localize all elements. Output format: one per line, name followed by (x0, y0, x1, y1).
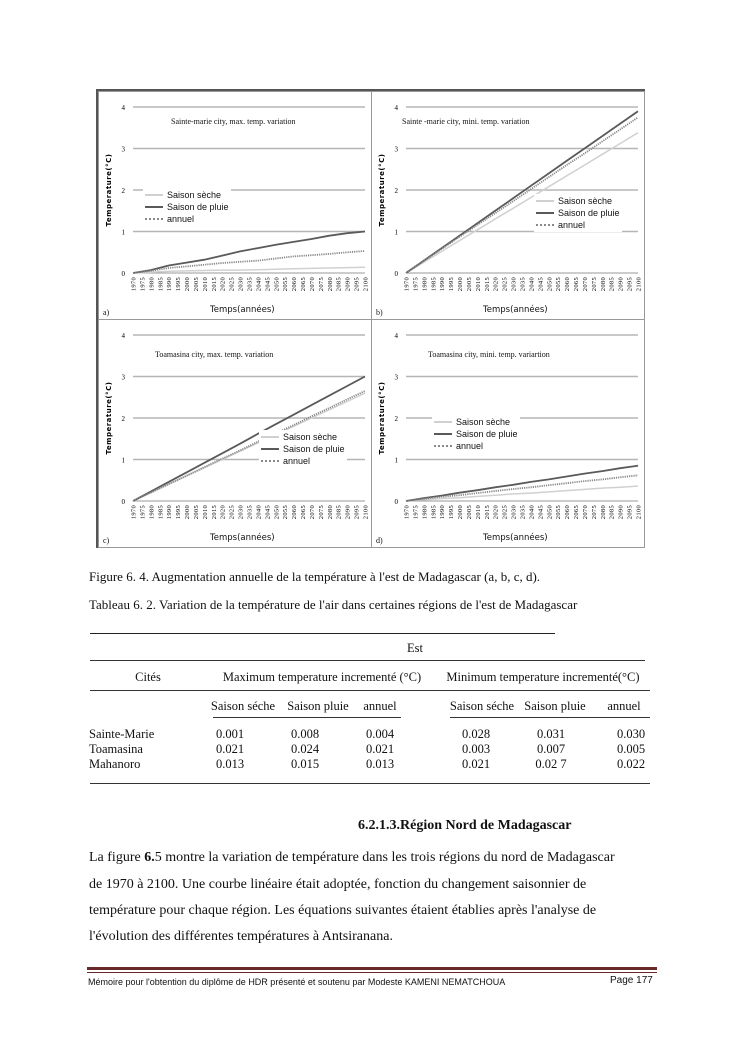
x-axis-title: Temps(années) (207, 533, 278, 543)
table-subheader: annuel (607, 699, 641, 713)
x-tick-label: 1975 (412, 505, 420, 520)
table-header-max: Maximum temperature incrementé (°C) (222, 670, 422, 684)
table-subheader: Saison séche (210, 699, 276, 713)
x-tick-label: 2055 (282, 505, 290, 520)
x-tick-label: 2100 (362, 505, 370, 520)
x-tick-label: 2000 (184, 505, 192, 520)
panel-label: c) (103, 536, 110, 545)
paragraph-line: température pour chaque région. Les équations suivantes étaient établies après l'analyse de (89, 903, 597, 918)
x-tick-label: 2090 (617, 505, 625, 520)
x-tick-label: 2025 (501, 277, 509, 292)
x-tick-label: 1990 (439, 277, 447, 292)
footer-rule (87, 967, 657, 970)
legend-swatch (261, 436, 279, 438)
x-tick-label: 2010 (201, 505, 209, 520)
x-tick-label: 1975 (139, 277, 147, 292)
chart-title: Toamasina city, mini. temp. variartion (428, 350, 550, 359)
x-tick-label: 1970 (403, 277, 411, 292)
chart-panel-c (98, 319, 372, 548)
x-tick-label: 2060 (564, 277, 572, 292)
y-axis-title: Temperature(°C) (105, 153, 113, 227)
x-tick-label: 2090 (617, 277, 625, 292)
x-tick-label: 2085 (608, 505, 616, 520)
paragraph-line: de 1970 à 2100. Une courbe linéaire était adoptée, fonction du changement saisonnier de (89, 877, 587, 892)
x-tick-label: 1985 (157, 277, 165, 292)
x-tick-label: 2055 (282, 277, 290, 292)
footer-rule (87, 972, 657, 973)
legend-label: Saison de pluie (456, 428, 518, 439)
legend-label: annuel (167, 213, 195, 224)
legend-label: Saison sèche (167, 189, 222, 200)
x-tick-label: 1990 (166, 505, 174, 520)
table-cell-value: 0.007 (536, 742, 566, 756)
chart-legend (534, 194, 622, 232)
x-tick-label: 2000 (457, 505, 465, 520)
table-subheader: Saison séche (449, 699, 515, 713)
x-tick-label: 2070 (308, 277, 316, 292)
x-tick-label: 1990 (439, 505, 447, 520)
paragraph-line: l'évolution des différentes températures à Antsiranana. (89, 929, 393, 944)
x-tick-label: 2100 (362, 277, 370, 292)
table-cell-value: 0.005 (616, 742, 646, 756)
x-tick-label: 2055 (555, 505, 563, 520)
legend-label: Saison de pluie (558, 207, 620, 218)
chart-title: Sainte -marie city, mini. temp. variation (402, 117, 530, 126)
x-axis-title: Temps(années) (480, 305, 551, 315)
legend-label: annuel (456, 440, 484, 451)
legend-swatch (434, 433, 452, 435)
legend-item (434, 416, 518, 428)
y-tick-label: 3 (394, 145, 398, 154)
series-line-pluie (133, 232, 365, 274)
x-tick-label: 2080 (326, 277, 334, 292)
table-cell-value: 0.021 (461, 757, 491, 771)
x-tick-label: 2020 (492, 277, 500, 292)
legend-item (261, 431, 345, 443)
x-tick-label: 1995 (448, 505, 456, 520)
legend-label: Saison de pluie (283, 443, 345, 454)
legend-swatch (536, 212, 554, 214)
legend-label: annuel (283, 455, 311, 466)
x-tick-label: 2010 (474, 277, 482, 292)
x-tick-label: 2085 (608, 277, 616, 292)
x-tick-label: 2065 (300, 505, 308, 520)
table-cell-value: 0.030 (616, 727, 646, 741)
y-tick-label: 4 (394, 332, 398, 340)
legend-swatch (145, 218, 163, 220)
table-cell-value: 0.028 (461, 727, 491, 741)
table-subheader: Saison pluie (287, 699, 349, 713)
x-tick-label: 2040 (255, 277, 263, 292)
table-cell-value: 0.021 (215, 742, 245, 756)
y-tick-label: 4 (121, 332, 125, 340)
x-tick-label: 2020 (219, 505, 227, 520)
x-tick-label: 2050 (546, 505, 554, 520)
legend-item (434, 428, 518, 440)
table-rule (90, 690, 650, 691)
x-tick-label: 2080 (326, 505, 334, 520)
x-tick-label: 2095 (626, 277, 634, 292)
x-tick-label: 2050 (273, 277, 281, 292)
legend-item (261, 443, 345, 455)
x-tick-label: 2035 (246, 505, 254, 520)
y-axis-title: Temperature(°C) (105, 381, 113, 455)
legend-label: Saison sèche (456, 416, 511, 427)
x-tick-label: 2035 (519, 505, 527, 520)
legend-item (434, 440, 518, 452)
y-tick-label: 3 (394, 373, 398, 382)
x-tick-label: 2085 (335, 505, 343, 520)
x-tick-label: 1970 (130, 505, 138, 520)
x-tick-label: 1985 (430, 277, 438, 292)
legend-swatch (536, 224, 554, 226)
x-tick-label: 2095 (353, 505, 361, 520)
x-tick-label: 2080 (599, 277, 607, 292)
legend-label: Saison sèche (558, 195, 613, 206)
legend-swatch (145, 206, 163, 208)
y-tick-label: 3 (121, 373, 125, 382)
x-tick-label: 1985 (430, 505, 438, 520)
x-tick-label: 2050 (273, 505, 281, 520)
x-tick-label: 2040 (528, 277, 536, 292)
x-tick-label: 2050 (546, 277, 554, 292)
x-tick-label: 1995 (175, 505, 183, 520)
x-tick-label: 2010 (201, 277, 209, 292)
paragraph-text: La figure (89, 850, 145, 865)
x-tick-label: 2035 (246, 277, 254, 292)
x-tick-label: 2030 (237, 277, 245, 292)
table-cell-city: Toamasina (89, 742, 143, 756)
table-header-min: Minimum temperature incrementé(°C) (446, 670, 640, 684)
x-tick-label: 1995 (448, 277, 456, 292)
chart-panel-a (98, 91, 372, 320)
chart-panel-d (371, 319, 645, 548)
y-axis-title: Temperature(°C) (378, 153, 386, 227)
x-tick-label: 2100 (635, 277, 643, 292)
x-tick-label: 2025 (228, 277, 236, 292)
x-tick-label: 2060 (291, 505, 299, 520)
x-tick-label: 1980 (148, 505, 156, 520)
x-tick-label: 2075 (317, 277, 325, 292)
table-cell-city: Sainte-Marie (89, 727, 155, 741)
y-tick-label: 4 (394, 104, 398, 112)
x-tick-label: 2075 (317, 505, 325, 520)
y-tick-label: 2 (394, 415, 398, 423)
panel-label: a) (103, 308, 110, 317)
legend-item (145, 189, 229, 201)
chart-title: Toamasina city, max. temp. variation (155, 350, 274, 359)
x-tick-label: 2070 (581, 277, 589, 292)
x-tick-label: 2040 (528, 505, 536, 520)
x-tick-label: 1980 (421, 277, 429, 292)
x-tick-label: 2075 (590, 505, 598, 520)
legend-swatch (261, 460, 279, 462)
table-cell-value: 0.015 (290, 757, 320, 771)
chart-legend (432, 415, 520, 453)
figure-reference: 6. (144, 850, 155, 865)
legend-item (145, 213, 229, 225)
x-tick-label: 2045 (537, 505, 545, 520)
table-rule (90, 783, 650, 784)
x-tick-label: 2060 (564, 505, 572, 520)
y-tick-label: 1 (394, 228, 398, 237)
x-tick-label: 2015 (210, 505, 218, 520)
paragraph-text: 5 (154, 850, 166, 865)
figure-caption: Figure 6. 4. Augmentation annuelle de la température à l'est de Madagascar (a, b, c, d). (89, 569, 541, 584)
x-tick-label: 2045 (537, 277, 545, 292)
x-tick-label: 2030 (510, 505, 518, 520)
table-cell-value: 0.022 (616, 757, 646, 771)
x-tick-label: 2020 (492, 505, 500, 520)
x-tick-label: 2085 (335, 277, 343, 292)
x-tick-label: 2015 (483, 505, 491, 520)
series-line-pluie (406, 466, 638, 501)
x-tick-label: 1975 (139, 505, 147, 520)
table-caption: Tableau 6. 2. Variation de la température de l'air dans certaines régions de l'est de Madagascar (89, 597, 578, 612)
y-tick-label: 0 (121, 498, 125, 506)
table-subheader: Saison pluie (524, 699, 586, 713)
y-tick-label: 0 (121, 270, 125, 278)
legend-item (536, 195, 620, 207)
table-cell-city: Mahanoro (89, 757, 141, 771)
x-tick-label: 2025 (501, 505, 509, 520)
x-tick-label: 2070 (308, 505, 316, 520)
y-tick-label: 2 (394, 187, 398, 195)
chart-panel-b (371, 91, 645, 320)
x-tick-label: 1970 (403, 505, 411, 520)
legend-label: Saison sèche (283, 431, 338, 442)
table-rule (450, 717, 650, 718)
y-axis-title: Temperature(°C) (378, 381, 386, 455)
line-chart (99, 92, 373, 321)
x-tick-label: 2005 (465, 505, 473, 520)
x-tick-label: 1970 (130, 277, 138, 292)
x-tick-label: 2065 (573, 277, 581, 292)
x-tick-label: 1995 (175, 277, 183, 292)
table-cell-value: 0.013 (365, 757, 395, 771)
legend-label: Saison de pluie (167, 201, 229, 212)
y-tick-label: 1 (121, 228, 125, 237)
legend-item (536, 219, 620, 231)
table-cell-value: 0.031 (536, 727, 566, 741)
x-tick-label: 2005 (192, 505, 200, 520)
x-tick-label: 2020 (219, 277, 227, 292)
legend-swatch (434, 445, 452, 447)
table-rule (90, 633, 555, 634)
x-tick-label: 2040 (255, 505, 263, 520)
page-number: Page 177 (610, 975, 653, 986)
table-rule (90, 660, 645, 661)
x-tick-label: 1990 (166, 277, 174, 292)
table-header-city: Cités (135, 670, 161, 684)
table-cell-value: 0.013 (215, 757, 245, 771)
x-tick-label: 1980 (421, 505, 429, 520)
paragraph-text: montre la variation de température dans les trois régions du nord de Madagascar (165, 850, 615, 865)
table-subheader: annuel (363, 699, 397, 713)
x-tick-label: 2025 (228, 505, 236, 520)
x-tick-label: 2055 (555, 277, 563, 292)
x-tick-label: 2065 (573, 505, 581, 520)
x-tick-label: 2100 (635, 505, 643, 520)
x-tick-label: 2005 (465, 277, 473, 292)
x-tick-label: 2045 (264, 505, 272, 520)
x-tick-label: 2045 (264, 277, 272, 292)
table-cell-value: 0.021 (365, 742, 395, 756)
x-tick-label: 2060 (291, 277, 299, 292)
table-cell-value: 0.003 (461, 742, 491, 756)
x-tick-label: 2075 (590, 277, 598, 292)
x-tick-label: 2080 (599, 505, 607, 520)
y-tick-label: 2 (121, 187, 125, 195)
footer-text: Mémoire pour l'obtention du diplôme de HDR présenté et soutenu par Modeste KAMENI NEMATCHOUA (88, 977, 506, 987)
x-tick-label: 2035 (519, 277, 527, 292)
legend-swatch (261, 448, 279, 450)
x-tick-label: 1980 (148, 277, 156, 292)
chart-legend (259, 430, 347, 468)
legend-swatch (434, 421, 452, 423)
x-tick-label: 2090 (344, 505, 352, 520)
y-tick-label: 4 (121, 104, 125, 112)
legend-item (536, 207, 620, 219)
table-cell-value: 0.02 7 (535, 757, 567, 771)
series-line-seche (133, 267, 365, 273)
table-cell-value: 0.008 (290, 727, 320, 741)
x-tick-label: 2095 (626, 505, 634, 520)
x-tick-label: 2010 (474, 505, 482, 520)
table-cell-value: 0.004 (365, 727, 395, 741)
x-tick-label: 2015 (210, 277, 218, 292)
panel-label: d) (376, 536, 383, 545)
chart-title: Sainte-marie city, max. temp. variation (171, 117, 296, 126)
x-tick-label: 2005 (192, 277, 200, 292)
x-tick-label: 2070 (581, 505, 589, 520)
x-tick-label: 1975 (412, 277, 420, 292)
figure-6-4 (96, 89, 645, 548)
x-tick-label: 2095 (353, 277, 361, 292)
x-tick-label: 2030 (237, 505, 245, 520)
paragraph-line (89, 850, 615, 866)
legend-label: annuel (558, 219, 586, 230)
x-tick-label: 2000 (184, 277, 192, 292)
x-tick-label: 2065 (300, 277, 308, 292)
legend-item (261, 455, 345, 467)
y-tick-label: 1 (121, 456, 125, 465)
legend-swatch (536, 200, 554, 202)
x-tick-label: 2030 (510, 277, 518, 292)
x-axis-title: Temps(années) (480, 533, 551, 543)
x-tick-label: 2015 (483, 277, 491, 292)
y-tick-label: 0 (394, 498, 398, 506)
panel-label: b) (376, 308, 383, 317)
y-tick-label: 1 (394, 456, 398, 465)
section-heading: 6.2.1.3.Région Nord de Madagascar (358, 818, 572, 833)
table-cell-value: 0.024 (290, 742, 320, 756)
x-tick-label: 1985 (157, 505, 165, 520)
legend-item (145, 201, 229, 213)
x-tick-label: 2000 (457, 277, 465, 292)
table-rule (213, 717, 401, 718)
table-region: Est (407, 641, 423, 655)
chart-legend (143, 188, 231, 226)
legend-swatch (145, 194, 163, 196)
y-tick-label: 3 (121, 145, 125, 154)
y-tick-label: 0 (394, 270, 398, 278)
x-axis-title: Temps(années) (207, 305, 278, 315)
y-tick-label: 2 (121, 415, 125, 423)
x-tick-label: 2090 (344, 277, 352, 292)
table-cell-value: 0.001 (215, 727, 245, 741)
